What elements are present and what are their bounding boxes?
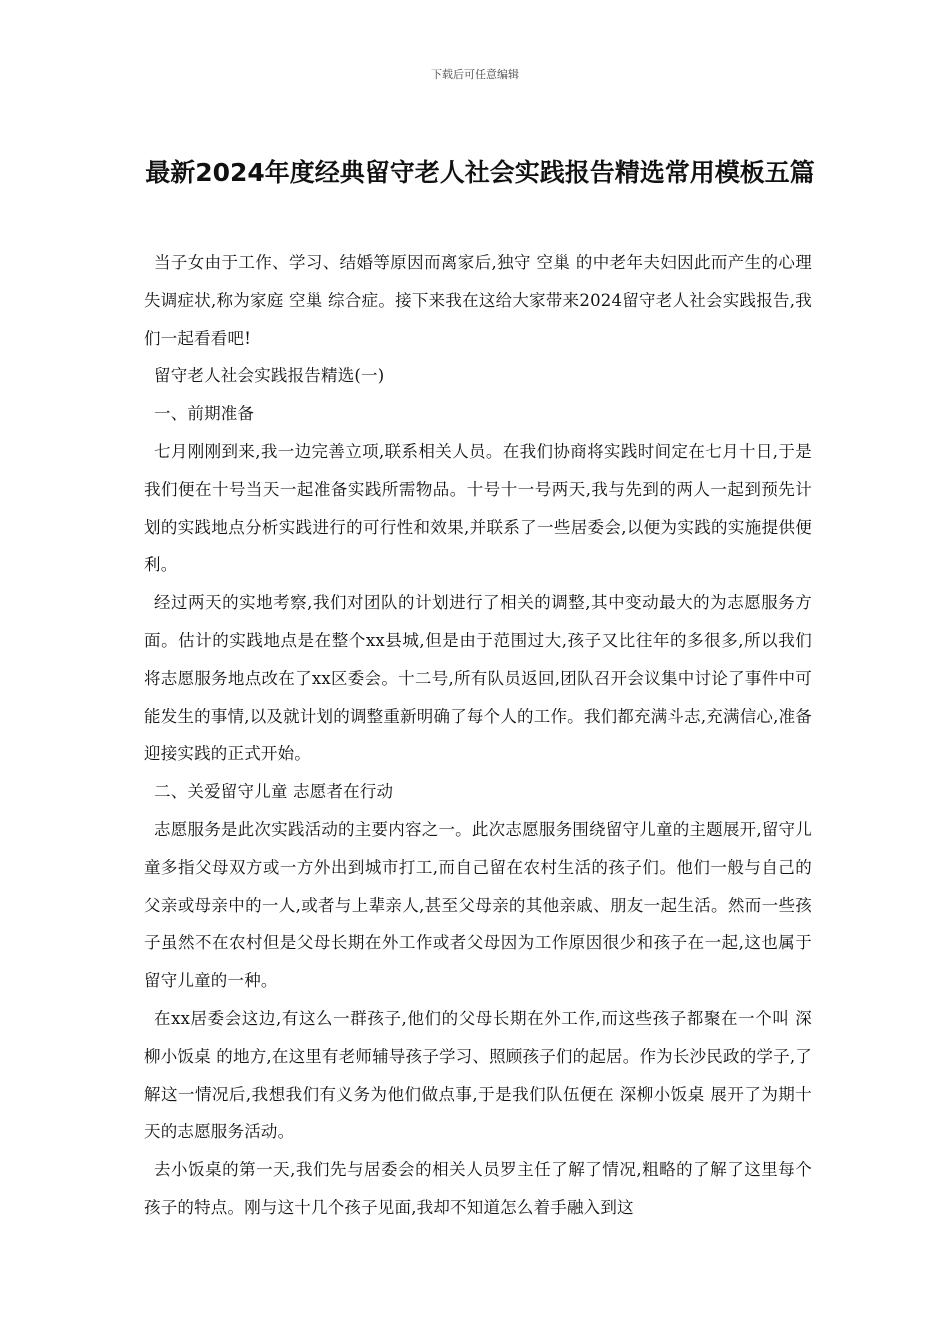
- section-heading-volunteer: 二、关爱留守儿童 志愿者在行动: [154, 782, 394, 802]
- section-heading-report-1: 留守老人社会实践报告精选(一): [154, 366, 385, 386]
- document-title: 最新2024年度经典留守老人社会实践报告精选常用模板五篇: [145, 158, 815, 187]
- paragraph-preparation: 七月刚刚到来,我一边完善立项,联系相关人员。在我们协商将实践时间定在七月十日,于是我们便在十号当天一起准备实践所需物品。十号十一号两天,我与先到的两人一起到预先计划的实践地点分析实践进行的可行性和效果,并联系了一些居委会,以便为实践的实施提供便利。: [144, 441, 812, 575]
- paragraph-adjustment: 经过两天的实地考察,我们对团队的计划进行了相关的调整,其中变动最大的为志愿服务方面。估计的实践地点是在整个xx县城,但是由于范围过大,孩子又比往年的多很多,所以我们将志愿服务地点改在了xx区委会。十二号,所有队员返回,团队召开会议集中讨论了事件中可能发生的事情,以及就计划的调整重新明确了每个人的工作。我们都充满斗志,充满信心,准备迎接实践的正式开始。: [144, 593, 812, 764]
- paragraph-intro: 当子女由于工作、学习、结婚等原因而离家后,独守 空巢 的中老年夫妇因此而产生的心理失调症状,称为家庭 空巢 综合症。接下来我在这给大家带来2024留守老人社会实践报告,我们一起看看吧!: [144, 253, 812, 348]
- page-header: 下载后可任意编辑: [431, 68, 519, 81]
- paragraph-volunteer-service: 志愿服务是此次实践活动的主要内容之一。此次志愿服务围绕留守儿童的主题展开,留守儿童多指父母双方或一方外出到城市打工,而自己留在农村生活的孩子们。他们一般与自己的父亲或母亲中的一人,或者与上辈亲人,甚至父母亲的其他亲戚、朋友一起生活。然而一些孩子虽然不在农村但是父母长期在外工作或者父母因为工作原因很少和孩子在一起,这也属于留守儿童的一种。: [144, 819, 812, 991]
- section-heading-preparation: 一、前期准备: [154, 404, 255, 424]
- document-body: [144, 244, 812, 1227]
- paragraph-first-day: 去小饭桌的第一天,我们先与居委会的相关人员罗主任了解了情况,粗略的了解了这里每个孩子的特点。刚与这十几个孩子见面,我却不知道怎么着手融入到这: [144, 1160, 812, 1217]
- paragraph-neighborhood: 在xx居委会这边,有这么一群孩子,他们的父母长期在外工作,而这些孩子都聚在一个叫 深柳小饭桌 的地方,在这里有老师辅导孩子学习、照顾孩子们的起居。作为长沙民政的学子,了解这一情况后,我想我们有义务为他们做点事,于是我们队伍便在 深柳小饭桌 展开了为期十天的志愿服务活动。: [144, 1008, 812, 1142]
